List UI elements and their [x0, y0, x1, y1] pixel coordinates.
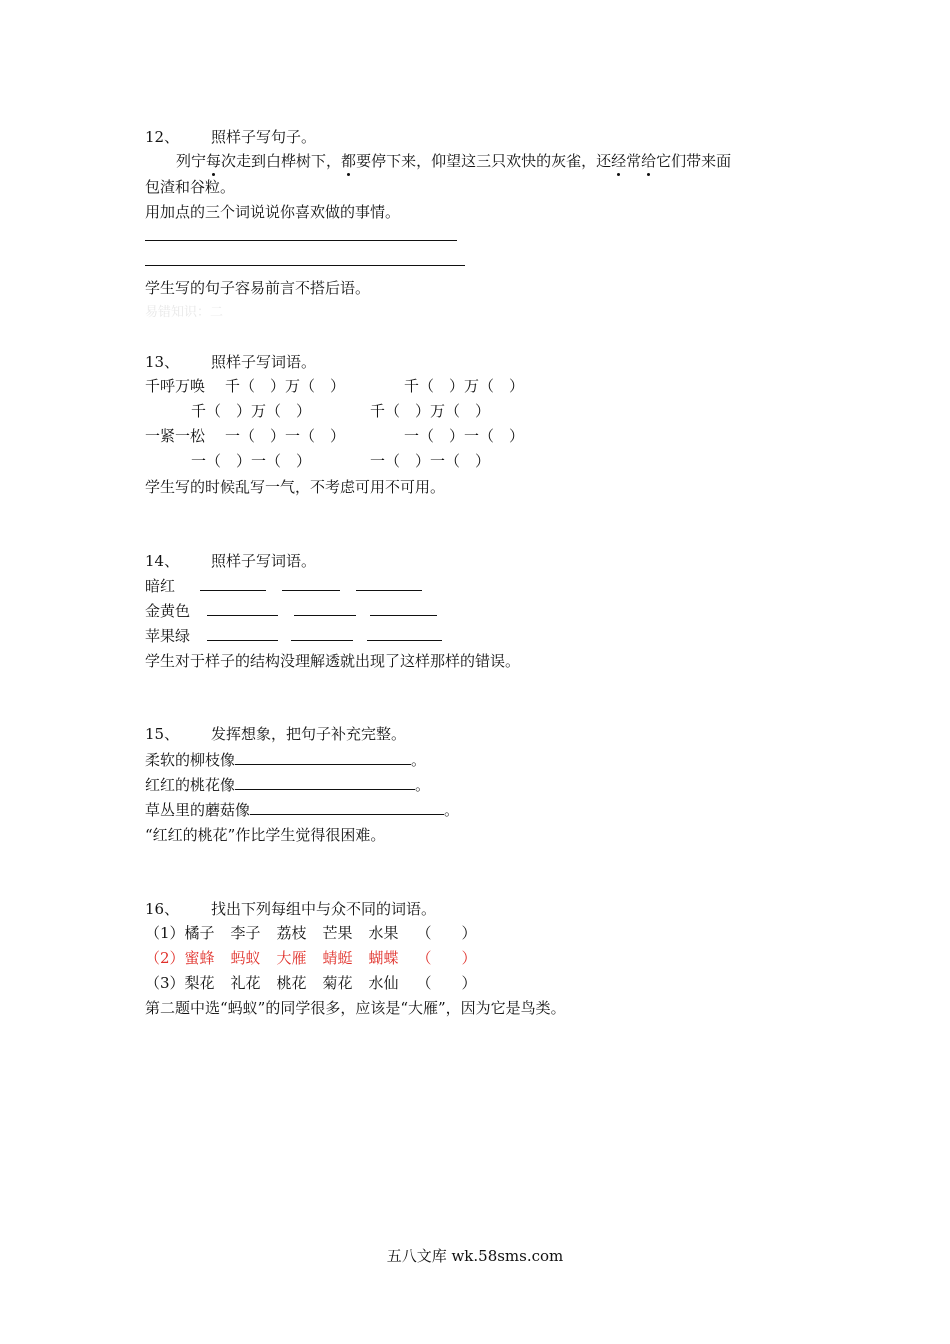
q15-line-1: 柔软的柳枝像 。	[145, 751, 427, 769]
q12-title: 照样子写句子。	[211, 128, 317, 146]
q16-heading	[145, 899, 436, 919]
q14-heading	[145, 551, 316, 571]
q13-row-3: 一紧一松 一（ ）一（ ） 一（ ）一（ ）	[145, 427, 525, 445]
q14-row-3: 苹果绿	[145, 626, 442, 646]
q15-title: 发挥想象，把句子补充完整。	[211, 725, 407, 743]
q15-heading	[145, 724, 406, 744]
blank-pair[interactable]: 一（ ）一（ ）	[225, 427, 346, 445]
q14-title: 照样子写词语。	[211, 552, 317, 570]
answer-paren[interactable]: （ ）	[416, 949, 477, 967]
dotted-char: 每	[206, 152, 222, 170]
q14-row-2: 金黄色	[145, 601, 437, 621]
q16-title: 找出下列每组中与众不同的词语。	[211, 900, 437, 918]
q16-number: 16、	[145, 900, 180, 918]
blank-pair[interactable]: 千（ ）万（ ）	[191, 402, 312, 420]
dotted-char: 都	[341, 152, 357, 170]
q15-comment: “红红的桃花”作比学生觉得很困难。	[145, 826, 386, 844]
q13-row-2	[191, 401, 490, 421]
q14-number: 14、	[145, 552, 180, 570]
q12-instruction: 用加点的三个词说说你喜欢做的事情。	[145, 203, 401, 221]
q13-title: 照样子写词语。	[211, 353, 317, 371]
q13-number: 13、	[145, 353, 180, 371]
q12-sentence: 列宁每次走到白桦树下，都要停下来，仰望这三只欢快的灰雀，还经常给它们带来面	[176, 152, 732, 170]
blank-pair[interactable]: 一（ ）一（ ）	[370, 452, 491, 470]
q14-row-1: 暗红	[145, 576, 422, 596]
q14-comment: 学生对于样子的结构没理解透就出现了这样那样的错误。	[145, 652, 521, 670]
q12-comment: 学生写的句子容易前言不搭后语。	[145, 279, 371, 297]
q15-line-3: 草丛里的蘑菇像 。	[145, 801, 460, 819]
blank-pair[interactable]: 千（ ）万（ ）	[370, 402, 491, 420]
dotted-char: 给	[641, 152, 657, 170]
q12-answer-line-2[interactable]	[145, 251, 465, 271]
q13-heading	[145, 352, 316, 372]
q15-number: 15、	[145, 725, 180, 743]
dotted-char: 经	[611, 152, 627, 170]
q12-answer-line-1[interactable]	[145, 226, 457, 246]
answer-paren[interactable]: （ ）	[416, 974, 477, 992]
blank-pair[interactable]: 一（ ）一（ ）	[191, 452, 312, 470]
q12-number: 12、	[145, 128, 180, 146]
q15-line-2: 红红的桃花像 。	[145, 776, 431, 794]
q12-heading	[145, 127, 316, 147]
answer-paren[interactable]: （ ）	[416, 924, 477, 942]
blank-pair[interactable]: 一（ ）一（ ）	[404, 427, 525, 445]
q16-group-2: （2）蜜蜂 蚂蚁 大雁 蜻蜓 蝴蝶 （ ）	[145, 949, 477, 967]
q16-group-3: （3）梨花 礼花 桃花 菊花 水仙 （ ）	[145, 974, 477, 992]
page-footer: 五八文库 wk.58sms.com	[386, 1247, 564, 1265]
q12-faint-note: 易错知识：二	[145, 305, 224, 320]
q16-comment: 第二题中选“蚂蚁”的同学很多，应该是“大雁”，因为它是鸟类。	[145, 999, 566, 1017]
q13-comment: 学生写的时候乱写一气，不考虑可用不可用。	[145, 478, 446, 496]
q12-sentence-line2: 包渣和谷粒。	[145, 178, 236, 196]
q13-row-4	[191, 451, 490, 471]
q16-group-1: （1）橘子 李子 荔枝 芒果 水果 （ ）	[145, 924, 477, 942]
q13-row-1: 千呼万唤 千（ ）万（ ） 千（ ）万（ ）	[145, 377, 525, 395]
blank-pair[interactable]: 千（ ）万（ ）	[225, 377, 346, 395]
blank-pair[interactable]: 千（ ）万（ ）	[404, 377, 525, 395]
